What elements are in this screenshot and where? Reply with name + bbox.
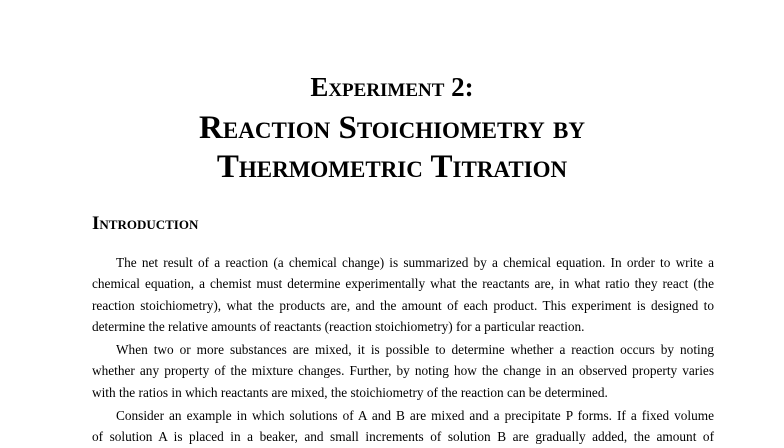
- paragraph-1: [92, 252, 714, 337]
- experiment-title-line-2: Thermometric Titration: [216, 149, 568, 185]
- paragraph-line: When two or more substances are mixed, it is possible to determine whether a reaction occurs by noting: [116, 342, 714, 357]
- paragraph-line: chemical equation, a chemist must determine experimentally what the reactants are, in what ratio they react (the: [92, 276, 714, 292]
- paragraph-line: of solution A is placed in a beaker, and small increments of solution B are gradually added, the amount of: [92, 429, 714, 445]
- paragraph-line: whether any property of the mixture changes. Further, by noting how the change in an observed property varies: [92, 363, 714, 379]
- paragraph-line: determine the relative amounts of reactants (reaction stoichiometry) for a particular reaction.: [92, 318, 585, 334]
- paragraph-line: with the ratios in which reactants are mixed, the stoichiometry of the reaction can be determined.: [92, 384, 608, 400]
- paragraph-2: [92, 339, 714, 403]
- experiment-title-line-1: Reaction Stoichiometry by: [199, 110, 585, 146]
- paragraph-3: [92, 405, 714, 448]
- paragraph-line: The net result of a reaction (a chemical change) is summarized by a chemical equation. In order to write a: [116, 255, 714, 270]
- experiment-number-title: Experiment 2:: [310, 72, 474, 102]
- paragraph-line: Consider an example in which solutions of A and B are mixed and a precipitate P forms. If a fixed volume: [116, 408, 714, 423]
- section-heading-introduction: Introduction: [92, 213, 199, 234]
- paragraph-line: reaction stoichiometry), what the products are, and the amount of each product. This experiment is designed to: [92, 297, 714, 313]
